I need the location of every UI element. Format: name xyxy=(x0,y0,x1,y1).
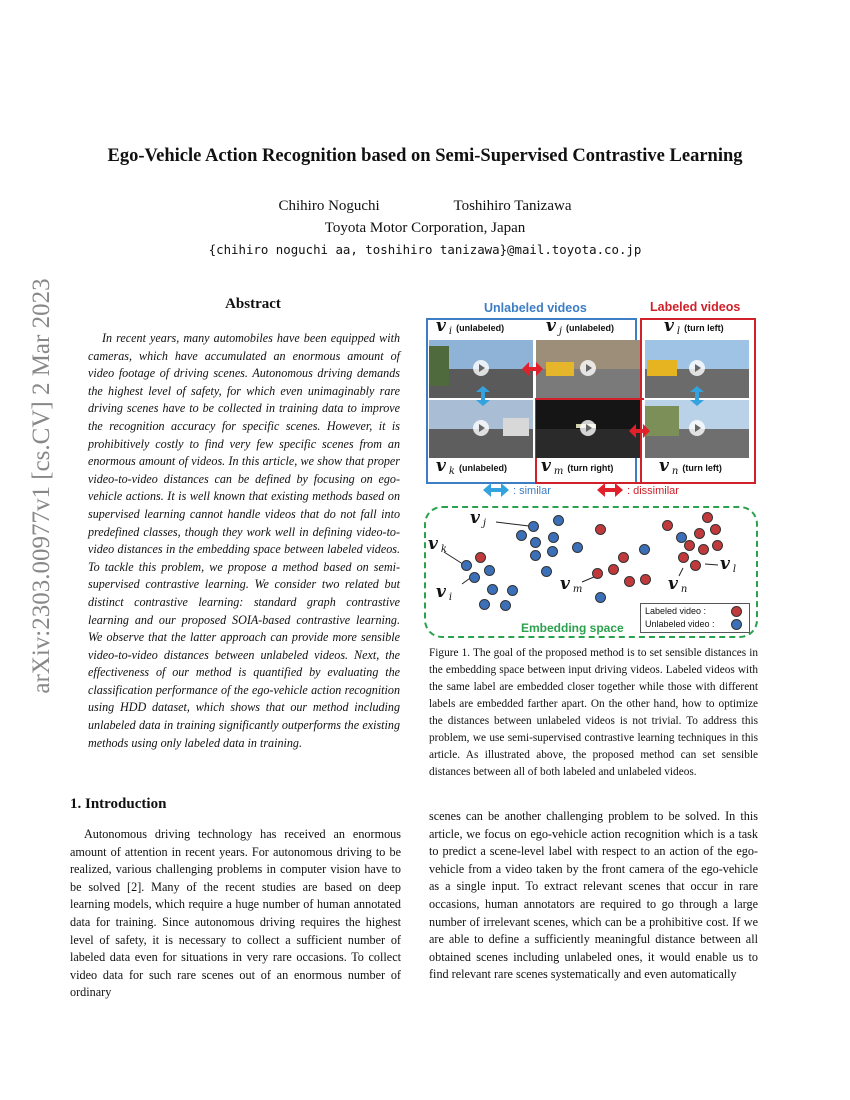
embedding-legend xyxy=(640,603,750,633)
intro-right-column xyxy=(429,808,758,984)
embed-label-vj-symbol: v xyxy=(470,508,480,528)
embed-dot-unlabeled xyxy=(500,600,511,611)
embed-dot-labeled xyxy=(690,560,701,571)
embed-dot-labeled xyxy=(662,520,673,531)
intro-left-column xyxy=(70,826,401,1002)
legend-dissimilar-arrow xyxy=(597,483,623,497)
embed-dot-unlabeled xyxy=(553,515,564,526)
embed-dot-labeled xyxy=(595,524,606,535)
video-label-i-tag: (unlabeled) xyxy=(456,323,505,333)
video-label-n-symbol: v xyxy=(659,456,669,476)
embed-dot-unlabeled xyxy=(547,546,558,557)
video-label-l-tag: (turn left) xyxy=(684,323,724,333)
embed-label-vk-symbol: v xyxy=(428,534,438,554)
arxiv-sidebar-id: arXiv:2303.00977v1 [cs.CV] 2 Mar 2023 xyxy=(28,278,55,694)
embed-dot-labeled xyxy=(618,552,629,563)
embed-dot-unlabeled xyxy=(479,599,490,610)
embed-label-vi-symbol: v xyxy=(436,582,446,602)
embed-dot-labeled xyxy=(640,574,651,585)
legend-similar: : similar xyxy=(513,485,551,497)
video-label-i-sub: i xyxy=(448,325,453,337)
author-1: Chihiro Noguchi xyxy=(278,198,380,214)
embed-label-vm-symbol: v xyxy=(560,574,570,594)
paper-title: Ego-Vehicle Action Recognition based on Semi-Supervised Contrastive Learning xyxy=(107,146,743,166)
video-label-j-tag: (unlabeled) xyxy=(566,323,615,333)
embed-dot-unlabeled xyxy=(541,566,552,577)
video-label-n-sub: n xyxy=(671,465,679,477)
embed-dot-unlabeled xyxy=(469,572,480,583)
embed-dot-labeled xyxy=(624,576,635,587)
video-label-m-symbol: v xyxy=(541,456,551,476)
intro-right-paragraph: scenes can be another challenging problem to be solved. In this article, we focus on ego-vehicle action recognition which is a task to predict a scene-level label with respect to an action of the ego-vehicle from a video taken by the front camera of the ego-vehicle as a single input. To extract relevant scenes that occur in rare occasions, human annotators are required to go through a large number of irrelevant scenes, which can be a prohibitive cost. If we are able to define a sufficiently meaningful distance between all obtained scenes including unlabeled ones, it would enable us to find relevant rare scenes systematically and even automatically xyxy=(429,809,758,982)
embed-label-vk-sub: k xyxy=(440,543,447,555)
video-label-j-symbol: v xyxy=(546,316,556,336)
embed-dot-unlabeled xyxy=(516,530,527,541)
embed-dot-unlabeled xyxy=(461,560,472,571)
embed-label-vm xyxy=(560,574,586,595)
embed-dot-unlabeled xyxy=(639,544,650,555)
video-label-n-tag: (turn left) xyxy=(682,463,722,473)
similar-arrow-l-n xyxy=(690,386,704,406)
embed-dot-labeled xyxy=(592,568,603,579)
video-label-m-tag: (turn right) xyxy=(567,463,614,473)
embedding-space xyxy=(424,506,758,638)
embed-dot-labeled xyxy=(698,544,709,555)
embed-label-vl-symbol: v xyxy=(720,554,730,574)
embed-label-vn-sub: n xyxy=(680,583,688,595)
figure-arrows xyxy=(424,300,758,506)
legend-similar-arrow xyxy=(483,483,509,497)
embed-dot-unlabeled xyxy=(528,521,539,532)
figure-caption xyxy=(429,645,758,781)
embed-label-vn xyxy=(668,574,691,595)
embed-dot-unlabeled xyxy=(507,585,518,596)
embed-dot-unlabeled xyxy=(530,537,541,548)
intro-left-paragraph: Autonomous driving technology has received an enormous amount of attention in recent years. For autonomous driving to be realized, various challenging problems in computer vision have to be solved [2]. Many of the recent studies are based on deep learning models, which require a huge number of human annotated data for training. Since autonomous driving requires the highest level of safety, it is necessary to collect a sufficient number of labeled data even for situations in very rare occasions. To collect video data for such rare scenes out of an enormous number of ordinary xyxy=(70,827,401,1000)
pointer-vj xyxy=(496,522,529,526)
unlabeled-videos-heading: Unlabeled videos xyxy=(484,301,587,315)
affiliation: Toyota Motor Corporation, Japan xyxy=(324,220,526,236)
legend-dissimilar: : dissimilar xyxy=(627,485,679,497)
embed-label-vj-sub: j xyxy=(482,517,486,529)
abstract-body xyxy=(88,330,400,752)
embed-label-vi-sub: i xyxy=(448,591,453,603)
embed-label-vj xyxy=(470,508,490,529)
legend-unlabeled-dot xyxy=(731,619,742,630)
caption-text: Figure 1. The goal of the proposed method is to set sensible distances in the embedding space between input driving videos. Labeled videos with the same label are embedded closer together while those with different labels are embedded farther apart. On the other hand, how to optimize the distances between unlabeled videos is not trivial. To address this problem, we use semi-supervised contrastive learning techniques in this article. As illustrated above, the proposed method can set sensible distances between all of both labeled and unlabeled videos. xyxy=(429,647,758,778)
embed-dot-unlabeled xyxy=(548,532,559,543)
section-heading-introduction: 1. Introduction xyxy=(70,796,167,812)
embed-label-vl-sub: l xyxy=(732,563,737,575)
legend-labeled-dot xyxy=(731,606,742,617)
video-label-m-sub: m xyxy=(553,465,564,477)
video-label-l-sub: l xyxy=(676,325,681,337)
video-label-k-symbol: v xyxy=(436,456,446,476)
embed-dot-labeled xyxy=(678,552,689,563)
video-label-k-tag: (unlabeled) xyxy=(458,463,507,473)
pointer-vl xyxy=(705,564,718,565)
legend-labeled-text: Labeled video : xyxy=(645,606,707,616)
embed-dot-labeled xyxy=(475,552,486,563)
email: {chihiro noguchi aa, toshihiro tanizawa}@mail.toyota.co.jp xyxy=(208,242,642,257)
figure-1 xyxy=(424,300,758,638)
embed-dot-labeled xyxy=(710,524,721,535)
abstract-heading: Abstract xyxy=(225,296,281,312)
embed-dot-labeled xyxy=(702,512,713,523)
authors xyxy=(0,198,850,215)
labeled-videos-heading: Labeled videos xyxy=(650,300,741,314)
video-label-i-symbol: v xyxy=(436,316,446,336)
dissimilar-arrow-i-j xyxy=(522,362,543,376)
embed-dot-labeled xyxy=(694,528,705,539)
embed-label-vk xyxy=(428,534,451,555)
embed-dot-unlabeled xyxy=(572,542,583,553)
legend-unlabeled-text: Unlabeled video : xyxy=(645,619,715,629)
embed-dot-labeled xyxy=(684,540,695,551)
dissimilar-arrow-m-n xyxy=(629,424,650,438)
similar-arrow-i-k xyxy=(476,386,490,406)
embedding-space-title: Embedding space xyxy=(521,621,624,635)
embed-dot-unlabeled xyxy=(487,584,498,595)
embed-dot-labeled xyxy=(608,564,619,575)
author-2: Toshihiro Tanizawa xyxy=(453,198,572,214)
embed-label-vl xyxy=(720,554,740,575)
abstract-paragraph: In recent years, many automobiles have been equipped with cameras, which have accumulated an enormous amount of video footage of driving scenes. Autonomous driving demands the highest level of safety, for which even unimaginably rare driving scenes have to be collected in training data to improve the recognition accuracy for specific scenes. However, it is prohibitively costly to find very few specific scenes from an enormous amount of videos. In this article, we show that proper video-to-video distances can be defined by focusing on ego-vehicle actions. It is well known that existing methods based on supervised learning cannot handle videos that do not fall into predefined classes, though they work well in defining video-to-video distances in the embedding space between labeled videos. To tackle this problem, we propose a method based on semi-supervised contrastive learning. We consider two related but distinct contrastive learning: standard graph contrastive learning and our proposed SOIA-based contrastive learning. We observe that the latter approach can provide more sensible video-to-video distances between unlabeled videos. Next, the effectiveness of our method is quantified by evaluating the classification performance of the ego-vehicle action recognition using HDD dataset, which shows that our method including unlabeled data in training significantly outperforms the existing methods using only labeled data in training. xyxy=(88,331,400,750)
embed-dot-labeled xyxy=(712,540,723,551)
embed-dot-unlabeled xyxy=(530,550,541,561)
embed-dot-unlabeled xyxy=(484,565,495,576)
embed-dot-unlabeled xyxy=(595,592,606,603)
video-label-l-symbol: v xyxy=(664,316,674,336)
video-label-j-sub: j xyxy=(558,325,562,337)
embed-label-vi xyxy=(436,582,456,603)
embed-label-vm-sub: m xyxy=(572,583,583,595)
embed-label-vn-symbol: v xyxy=(668,574,678,594)
video-label-k-sub: k xyxy=(448,465,455,477)
